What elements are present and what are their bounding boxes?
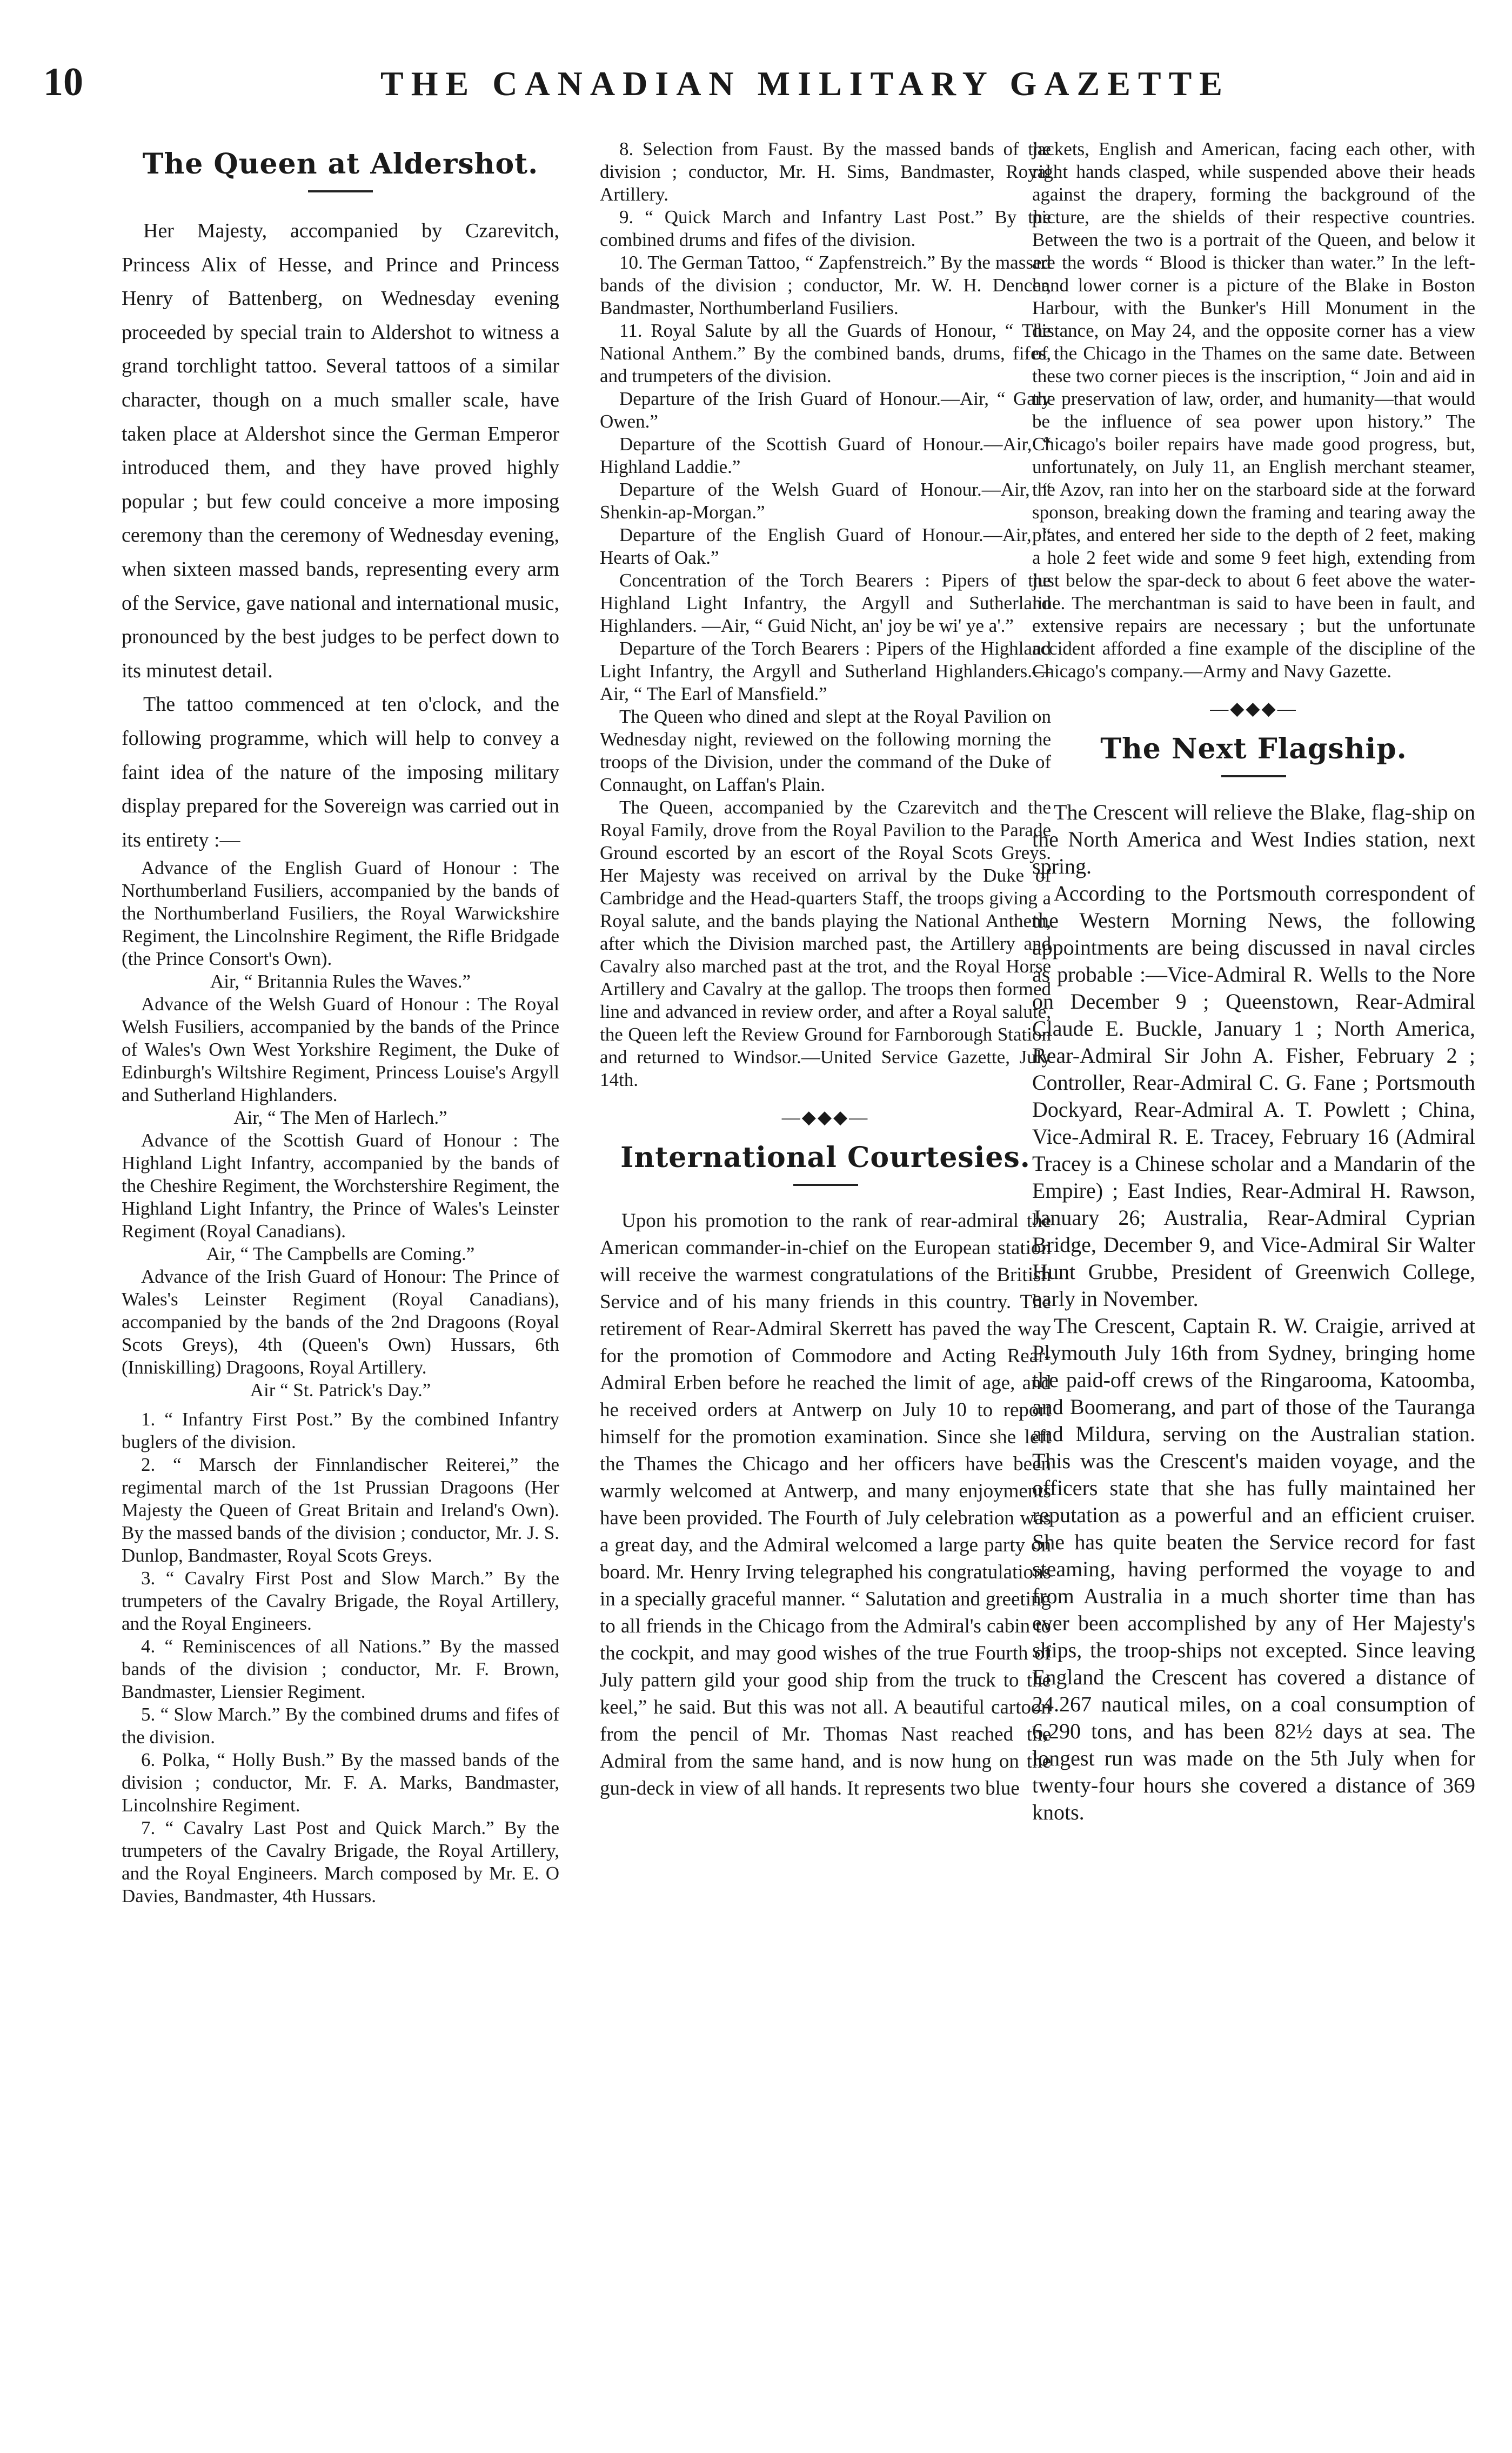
article-body [1032, 799, 1475, 1826]
programme-item: 6. Polka, “ Holly Bush.” By the massed bands of the division ; conductor, Mr. F. A. Marks, Bandmaster, Lincolnshire Regiment. [122, 1749, 559, 1816]
programme-air: Air, “ The Campbells are Coming.” [206, 1243, 475, 1265]
programme-item: Advance of the Welsh Guard of Honour : The Royal Welsh Fusiliers, accompanied by the bands of the Prince of Wales's Own West Yorkshire Regiment, the Duke of Edinburgh's Wiltshire Regiment, Princess Louise's Argyll and Sutherland Highlanders. [122, 994, 559, 1106]
article-heading-queen-at-aldershot: The Queen at Aldershot. [142, 148, 539, 181]
article-body [600, 1208, 1051, 1802]
programme-item: 7. “ Cavalry Last Post and Quick March.” By the trumpeters of the Cavalry Brigade, the Royal Artillery, and the Royal Engineers. March composed by Mr. E. O Davies, Bandmaster, 4th Hussars. [122, 1817, 559, 1907]
programme-item: 2. “ Marsch der Finnlandischer Reiterei,” the regimental march of the 1st Prussian Dragoons (Her Majesty the Queen of Great Britain and Ireland's Own). By the massed bands of the division ; conductor, Mr. J. S. Dunlop, Bandmaster, Royal Scots Greys. [122, 1454, 559, 1567]
programme-item: Advance of the English Guard of Honour : The Northumberland Fusiliers, accompanied by the bands of the Northumberland Fusiliers, the Royal Warwickshire Regiment, the Lincolnshire Regiment, the Rifle Bridgade (the Prince Consort's Own). [122, 857, 559, 970]
programme-item: 9. “ Quick March and Infantry Last Post.” By the combined drums and fifes of the division. [600, 206, 1051, 250]
paragraph: According to the Portsmouth correspondent of the Western Morning News, the following appointments are being discussed in naval circles as probable :—Vice-Admiral R. Wells to the Nore on December 9 ; Queenstown, Rear-Admiral Claude E. Buckle, January 1 ; North America, Rear-Admiral Sir John A. Fisher, February 2 ; Controller, Rear-Admiral C. G. Fane ; Portsmouth Dockyard, Rear-Admiral A. T. Powlett ; China, Vice-Admiral R. E. Tracey, February 16 (Admiral Tracey is a Chinese scholar and a Mandarin of the Empire) ; East Indies, Rear-Admiral H. Rawson, January 26; Australia, Rear-Admiral Cyprian Bridge, December 9, and Vice-Admiral Sir Walter Hunt Grubbe, President of Greenwich College, early in November. [1032, 881, 1475, 1311]
paragraph: The Queen, accompanied by the Czarevitch and the Royal Family, drove from the Royal Pavilion to the Parade Ground escorted by an escort of the Royal Scots Greys. Her Majesty was received on arrival by the Duke of Cambridge and the Head-quarters Staff, the troops giving a Royal salute, and the bands playing the National Anthem, after which the Division marched past, the Artillery and Cavalry also marched past at the trot, and the Royal Horse Artillery and Cavalry at the gallop. The troops then formed line and advanced in review order, and after a Royal salute, the Queen left the Review Ground for Farnborough Station and returned to Windsor.—United Service Gazette, July 14th. [600, 797, 1051, 1090]
paragraph: jackets, English and American, facing each other, with right hands clasped, while suspended above their heads against the drapery, forming the background of the picture, are the shields of their respective countries. Between the two is a portrait of the Queen, and below it are the words “ Blood is thicker than water.” In the left-hand lower corner is a picture of the Blake in Boston Harbour, with the Bunker's Hill Monument in the distance, on May 24, and the opposite corner has a view of the Chicago in the Thames on the same date. Between these two corner pieces is the inscription, “ Join and aid in the preservation of law, order, and humanity—that would be the influence of sea power upon history.” The Chicago's boiler repairs have made good progress, but, unfortunately, on July 11, an English merchant steamer, the Azov, ran into her on the starboard side at the forward sponson, breaking down the framing and tearing away the plates, and entered her side to the depth of 2 feet, making a hole 2 feet wide and some 9 feet high, extending from just below the spar-deck to about 6 feet above the water-line. The merchantman is said to have been in fault, and extensive repairs are necessary ; but the unfortunate accident afforded a fine example of the discipline of the Chicago's company.—Army and Navy Gazette. [1032, 138, 1475, 682]
heading-rule [308, 190, 373, 192]
programme-air: Air “ St. Patrick's Day.” [250, 1379, 431, 1401]
programme-item: 10. The German Tattoo, “ Zapfenstreich.” By the massed bands of the division ; conductor, Mr. W. H. Dencer, Bandmaster, Northumberland Fusiliers. [600, 252, 1051, 318]
programme-item: Departure of the English Guard of Honour.—Air, “ Hearts of Oak.” [600, 524, 1051, 568]
masthead-title: THE CANADIAN MILITARY GAZETTE [380, 64, 1230, 103]
article-heading-international-courtesies: International Courtesies. [620, 1141, 1031, 1174]
article-heading-next-flagship: The Next Flagship. [1100, 732, 1407, 765]
paragraph: Her Majesty, accompanied by Czarevitch, Princess Alix of Hesse, and Prince and Princess Henry of Battenberg, on Wednesday evening proceeded by special train to Aldershot to witness a grand torchlight tattoo. Several tattoos of a similar character, though on a much smaller scale, have taken place at Aldershot since the German Emperor introduced them, and they have proved highly popular ; but few could conceive a more imposing ceremony than the ceremony of Wednesday evening, when sixteen massed bands, representing every arm of the Service, gave national and international music, pronounced by the best judges to be perfect down to its minutest detail. [122, 219, 559, 682]
programme-item: Advance of the Scottish Guard of Honour : The Highland Light Infantry, accompanied by the bands of the Cheshire Regiment, the Worchstershire Regiment, the Highland Light Infantry, the Prince of Wales's Leinster Regiment (Royal Canadians). [122, 1130, 559, 1242]
section-ornament: —◆◆◆— [781, 1108, 869, 1128]
programme-item: 4. “ Reminiscences of all Nations.” By the massed bands of the division ; conductor, Mr. F. Brown, Bandmaster, Liensier Regiment. [122, 1636, 559, 1703]
page-number: 10 [43, 60, 83, 104]
programme-item: 1. “ Infantry First Post.” By the combined Infantry buglers of the division. [122, 1409, 559, 1453]
programme-item: Concentration of the Torch Bearers : Pipers of the Highland Light Infantry, the Argyll and Sutherland Highlanders. —Air, “ Guid Nicht, an' joy be wi' ye a'.” [600, 570, 1051, 636]
paragraph: The Queen who dined and slept at the Royal Pavilion on Wednesday night, reviewed on the following morning the troops of the Division, under the command of the Duke of Connaught, on Laffan's Plain. [600, 706, 1051, 795]
column-1 [122, 138, 559, 1908]
programme-list-continued [600, 138, 1051, 1091]
programme-item: Departure of the Irish Guard of Honour.—Air, “ Gary Owen.” [600, 388, 1051, 432]
programme-air: Air, “ The Men of Harlech.” [233, 1107, 447, 1129]
programme-air: Air, “ Britannia Rules the Waves.” [210, 971, 471, 992]
programme-item: 8. Selection from Faust. By the massed bands of the division ; conductor, Mr. H. Sims, Bandmaster, Royal Artillery. [600, 138, 1051, 205]
column-3 [1032, 138, 1475, 1826]
paragraph: The Crescent will relieve the Blake, flag-ship on the North America and West Indies station, next spring. [1032, 800, 1475, 878]
programme-item: Advance of the Irish Guard of Honour: The Prince of Wales's Leinster Regiment (Royal Canadians), accompanied by the bands of the 2nd Dragoons (Royal Scots Greys), 4th (Queen's Own) Hussars, 6th (Inniskilling) Dragoons, Royal Artillery. [122, 1266, 559, 1378]
programme-item: 11. Royal Salute by all the Guards of Honour, “ The National Anthem.” By the combined bands, drums, fifes, and trumpeters of the division. [600, 320, 1051, 386]
programme-item: Departure of the Torch Bearers : Pipers of the Highland Light Infantry, the Argyll and Sutherland Highlanders.—Air, “ The Earl of Mansfield.” [600, 638, 1051, 704]
paragraph: The tattoo commenced at ten o'clock, and the following programme, which will help to convey a faint idea of the nature of the imposing military display prepared for the Sovereign was carried out in its entirety :— [122, 693, 559, 851]
article-continued [1032, 138, 1475, 683]
programme-item: Departure of the Scottish Guard of Honour.—Air, “ Highland Laddie.” [600, 434, 1051, 477]
heading-rule [1221, 775, 1286, 777]
section-ornament: —◆◆◆— [1210, 699, 1297, 719]
programme-list [122, 857, 559, 1908]
programme-item: 3. “ Cavalry First Post and Slow March.” By the trumpeters of the Cavalry Brigade, the Royal Artillery, and the Royal Engineers. [122, 1568, 559, 1635]
programme-item: Departure of the Welsh Guard of Honour.—Air, “ Shenkin-ap-Morgan.” [600, 479, 1051, 523]
article-lead [122, 214, 559, 857]
paragraph: The Crescent, Captain R. W. Craigie, arrived at Plymouth July 16th from Sydney, bringing home the paid-off crews of the Ringarooma, Katoomba, and Boomerang, and part of those of the Tauranga and Mildura, serving on the Australian station. This was the Crescent's maiden voyage, and the officers state that she has fully maintained her reputation as a powerful and an efficient cruiser. She has quite beaten the Service record for fast steaming, having performed the voyage to and from Australia in a much shorter time than has ever been accomplished by any of Her Majesty's ships, the troop-ships not excepted. Since leaving England the Crescent has covered a distance of 24.267 nautical miles, on a coal consumption of 6,290 tons, and has been 82½ days at sea. The longest run was made on the 5th July when for twenty-four hours she covered a distance of 369 knots. [1032, 1314, 1475, 1824]
programme-item: 5. “ Slow March.” By the combined drums and fifes of the division. [122, 1704, 559, 1748]
column-2 [600, 138, 1051, 1802]
heading-rule [793, 1184, 858, 1186]
paragraph: Upon his promotion to the rank of rear-admiral the American commander-in-chief on the European station will receive the warmest congratulations of the British Service and of his many friends in this country. The retirement of Rear-Admiral Skerrett has paved the way for the promotion of Commodore and Acting Rear-Admiral Erben before he reached the limit of age, and he received orders at Antwerp on July 10 to report himself for the promotion examination. Since she left the Thames the Chicago and her officers have been warmly welcomed at Antwerp, and many enjoyments have been provided. The Fourth of July celebration was a great day, and the Admiral welcomed a large party on board. Mr. Henry Irving telegraphed his congratulations in a specially graceful manner. “ Salutation and greeting to all friends in the Chicago from the Admiral's cabin to the cockpit, and may good wishes of the true Fourth of July pattern gild your good ship from the truck to the keel,” he said. But this was not all. A beautiful cartoon from the pencil of Mr. Thomas Nast reached the Admiral from the same hand, and is now hung on the gun-deck in view of all hands. It represents two blue [600, 1210, 1051, 1799]
